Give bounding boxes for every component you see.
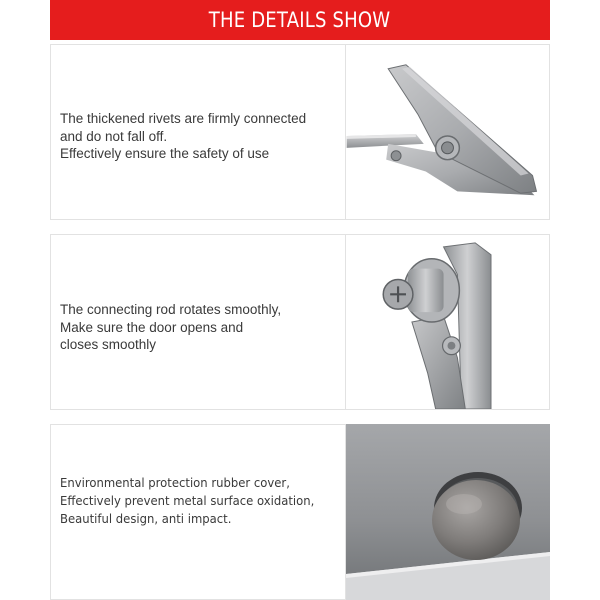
description-line: Effectively ensure the safety of use bbox=[60, 146, 270, 161]
description-text bbox=[60, 474, 314, 528]
description-line: The thickened rivets are firmly connected bbox=[60, 111, 307, 126]
description-text bbox=[60, 301, 281, 354]
title-banner bbox=[50, 0, 550, 40]
description-line: Make sure the door opens and bbox=[60, 319, 244, 335]
connecting-rod-image bbox=[346, 234, 550, 410]
rubber-cover-image bbox=[346, 424, 550, 600]
description-box bbox=[50, 424, 346, 600]
description-text bbox=[60, 110, 306, 163]
rubber-cover-illustration bbox=[346, 424, 550, 600]
description-line: and do not fall off. bbox=[60, 128, 168, 144]
riveted-arm-illustration bbox=[346, 45, 549, 219]
description-line: The connecting rod rotates smoothly, bbox=[60, 302, 282, 317]
description-line: Beautiful design, anti impact. bbox=[60, 511, 232, 526]
connecting-rod-illustration bbox=[346, 235, 549, 409]
detail-section-rivets bbox=[50, 44, 550, 220]
description-box bbox=[50, 234, 346, 410]
riveted-arm-image bbox=[346, 44, 550, 220]
page-title: THE DETAILS SHOW bbox=[209, 8, 391, 32]
detail-section-rubber-cover bbox=[50, 424, 550, 600]
description-line: Effectively prevent metal surface oxidation, bbox=[60, 493, 315, 508]
description-line: Environmental protection rubber cover, bbox=[60, 475, 290, 490]
detail-section-connecting-rod bbox=[50, 234, 550, 410]
description-box bbox=[50, 44, 346, 220]
description-line: closes smoothly bbox=[60, 337, 157, 352]
